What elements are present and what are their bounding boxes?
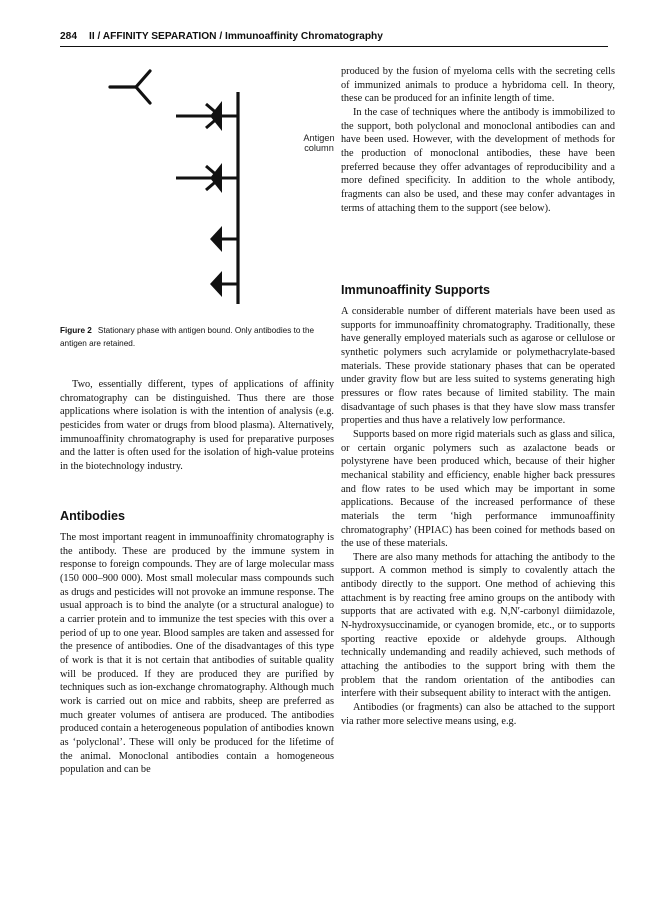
caption-text: Stationary phase with antigen bound. Only antibodies to the antigen are retained. [60,326,315,348]
antigen-icon [210,226,238,252]
right-column-supports [341,282,615,728]
free-antibody-icon [110,71,150,103]
supports-heading: Immunoaffinity Supports [341,283,491,297]
column-label-line: Antigen [303,133,335,143]
supports-paragraph: Supports based on more rigid materials such as glass and silica, or certain organic polymers such as azalactone beads or polystyrene have been produced which, because of their higher mechanical stability and efficiency, enable higher back pressures and flow rates to be used which may be important in some applications. Because of the increased performance of these materials the term ‘high performance immunoaffinity chromatography’ (HPIAC) has been coined for methods based on the use of these materials. [341,428,615,550]
supports-paragraph: There are also many methods for attaching the antibody to the support. A common method is simply to covalently attach the antibody directly to the support. One method of achieving this attachment is by reacting free amino groups on the antibody with supports that are activated with e.g. N,N′-carbonyl diimidazole, N-hydroxysuccinamide, or cyanogen bromide, etc., or to supports sporting reactive epoxide or aldehyde groups. Although technically undemanding and readily achieved, such methods of attaching the antibodies to the support bring with them the problem that the random orientation of the antibodies can interfere with their subsequent ability to interact with the antigen. [341,551,615,700]
immobilized-paragraph: In the case of techniques where the antibody is immobilized to the support, both polyclonal and monoclonal antibodies can and have been used. However, with the development of methods for the production of monoclonal antibodies, these have been preferred because they offer advantages of reproducibility and a more defined specificity. In addition to the whole antibody, fragments can also be used, and these may confer advantages in terms of attaching them to the support (see below). [341,106,615,214]
supports-paragraph: Antibodies (or fragments) can also be attached to the support via rather more selective means using, e.g. [341,702,615,727]
figure-label: Figure 2 [60,326,92,335]
left-column-antibodies [60,508,334,777]
running-header [60,31,608,42]
continuation-paragraph: produced by the fusion of myeloma cells with the secreting cells of immunized animals to produce a hybridoma cell. In theory, these can be produced for an infinite length of time. [341,66,615,105]
page-number: 284 [60,31,77,42]
antibodies-heading: Antibodies [60,509,126,523]
header-rule [60,46,608,47]
supports-paragraph: A considerable number of different materials have been used as supports for immunoaffinity chromatography. Traditionally, these have generally employed materials such as agarose or cellulose or synthetic polymers such acrylamide or polymethacrylate-based materials. These provide stationary phases that can be operated under gravity flow but are less suited to systems generating high pressures or flow rates because of limited stability. The main disadvantage of such phases is that they have slow mass transfer properties and thus have a relatively low performance. [341,306,615,427]
antigen-column-diagram [60,60,332,310]
figure-caption [60,324,334,350]
left-column-intro [60,378,334,474]
column-label [289,133,349,153]
antibodies-paragraph: The most important reagent in immunoaffinity chromatography is the antibody. These are produced by the immune system in response to foreign compounds. They are of large molecular mass (150 000–900 000). Most small molecular mass compounds such as drugs and pesticides will not provoke an immune response. The usual approach is to bind the analyte (or a structural analogue) to a carrier protein and to immunize the test species with this over a period of up to one year. Blood samples are taken and assessed for the presence of antibodies. One of the disadvantages of this type of work is that it is not certain that antibodies of suitable quality will be produced. If they are produced they are purified by techniques such as ion-exchange chromatography. Although much work is carried out on mice and rabbits, sheep are preferred as much greater volumes of antisera are produced. The antibodies produced contain a heterogeneous population of antibodies known as ‘polyclonal’. These will only be produced for the lifetime of the animal. Monoclonal antibodies contain a homogeneous population and can be [60,532,334,776]
running-title: II / AFFINITY SEPARATION / Immunoaffinity Chromatography [89,31,383,42]
bound-antibody-icon [176,163,238,193]
right-column-top [341,65,615,215]
column-label-line: column [304,143,334,153]
figure-2 [60,60,335,310]
antigen-icon [210,271,238,297]
intro-paragraph: Two, essentially different, types of applications of affinity chromatography can be distinguished. Thus there are those applications where isolation is with the intention of analysis (e.g. pesticides from water or drugs from blood plasma). Alternatively, immunoaffinity chromatography is used for preparative purposes and the latter is often used for the isolation of high-value proteins in the biotechnology industry. [60,379,334,472]
bound-antibody-icon [176,101,238,131]
